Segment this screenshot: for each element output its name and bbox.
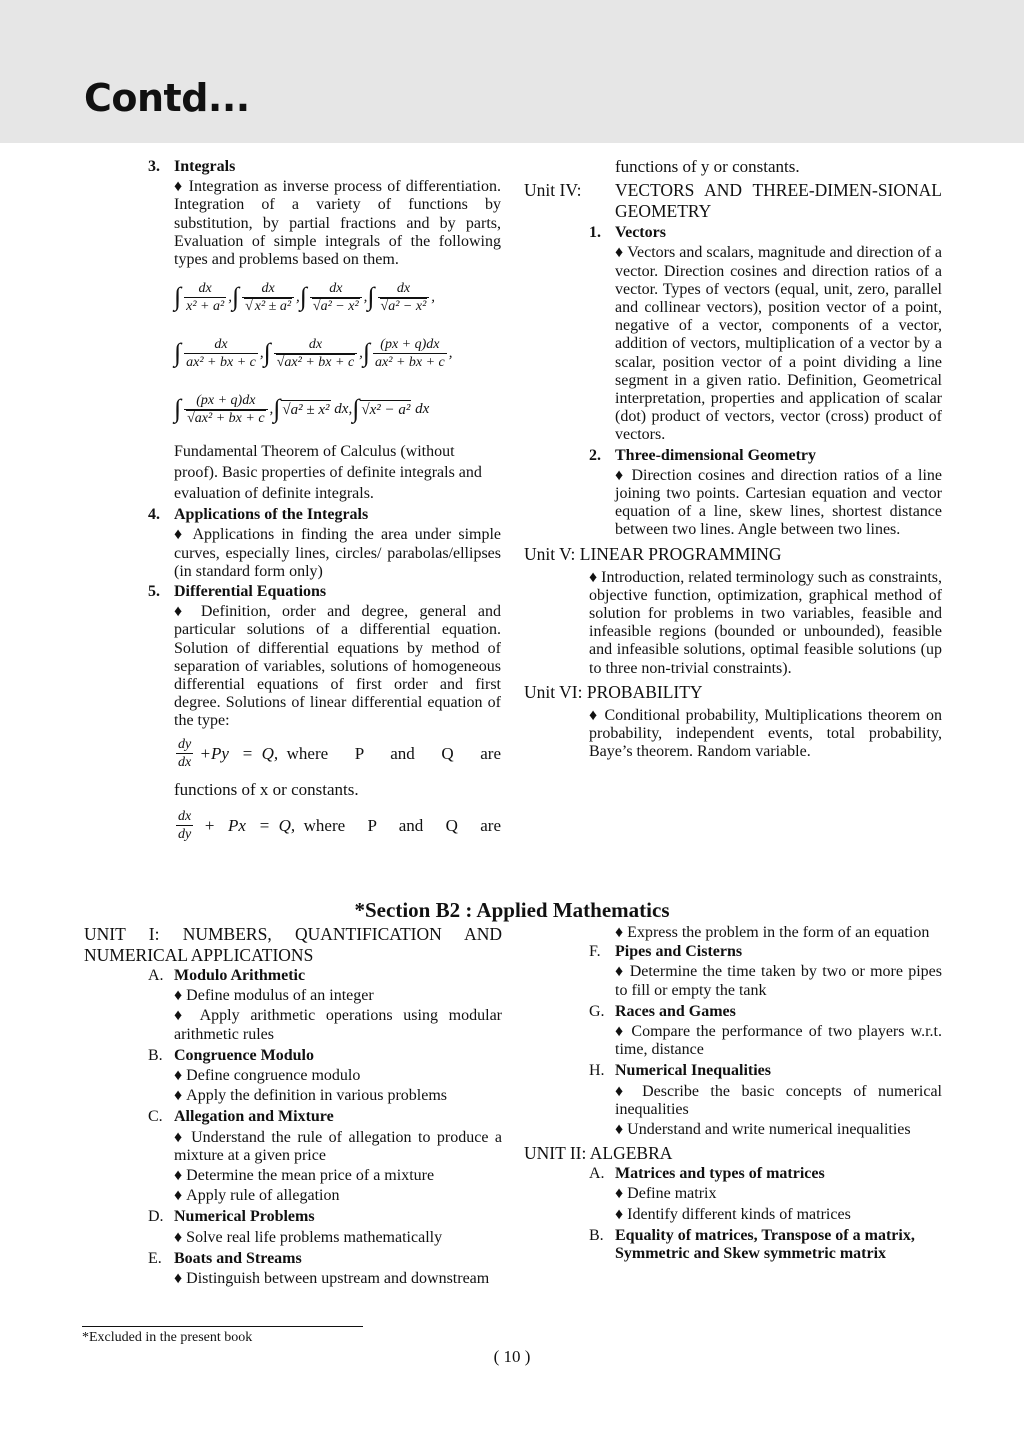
- section-heading: [148, 158, 501, 176]
- topic-letter: C.: [148, 1108, 163, 1126]
- unit-heading: [524, 180, 942, 222]
- equation-text: where P and Q are: [303, 815, 501, 835]
- topic-heading: [524, 1003, 942, 1021]
- topic-bullet: ♦ Apply arithmetic operations using modular arithmetic rules: [174, 1007, 502, 1043]
- topic-title: Modulo Arithmetic: [174, 967, 306, 984]
- topic-letter: A.: [589, 1165, 605, 1183]
- unit-label: Unit VI:: [524, 681, 583, 702]
- topic-bullet: ♦ Define modulus of an integer: [174, 987, 502, 1005]
- section-heading: [589, 224, 942, 242]
- b2-left-column: [84, 924, 502, 1290]
- section-text: ♦ Introduction, related terminology such as constraints, objective function, optimization, graphical method of solution for problems in two variables, feasible and infeasible regions (bounded or unbounded), feasible and infeasible solutions, optimal feasible solutions (up to three non-trivial constraints).: [589, 569, 942, 678]
- topic-letter: F.: [589, 943, 601, 961]
- section-title: Differential Equations: [174, 583, 327, 601]
- continued-text: functions of y or constants.: [615, 157, 800, 176]
- topic-bullet: ♦ Determine the time taken by two or more pipes to fill or empty the tank: [615, 963, 942, 999]
- topic-letter: G.: [589, 1002, 605, 1020]
- topic-title: Numerical Inequalities: [615, 1062, 771, 1080]
- topic-bullet: ♦ Describe the basic concepts of numerical inequalities: [615, 1083, 942, 1119]
- topic-list: [524, 1165, 942, 1265]
- unit-title: LINEAR PROGRAMMING: [579, 543, 782, 564]
- unit-title: PROBABILITY: [586, 681, 703, 702]
- topic-heading: [84, 967, 502, 985]
- topic-bullet: ♦ Apply the definition in various problems: [174, 1087, 502, 1105]
- topic-title: Congruence Modulo: [174, 1046, 314, 1064]
- topic-title: Allegation and Mixture: [174, 1108, 334, 1126]
- section-text: ♦ Definition, order and degree, general and particular solutions of a differential equation. Solution of differential equations by method of separation of variables, solutions of homogeneous differential equations of first order and first degree. Solutions of linear differential equation of the type:: [174, 603, 501, 730]
- section-b2-title: *Section B2 : Applied Mathematics: [354, 898, 670, 922]
- topic-heading: [84, 1250, 502, 1268]
- section-number: 4.: [148, 506, 160, 524]
- unit-label: Unit V:: [524, 543, 576, 564]
- topic-title: Numerical Problems: [174, 1208, 315, 1226]
- topic-letter: D.: [148, 1208, 164, 1226]
- topic-bullet: ♦ Compare the performance of two players w.r.t. time, distance: [615, 1023, 942, 1059]
- topic-letter: H.: [589, 1062, 605, 1080]
- page-header: [0, 0, 1024, 143]
- topic-heading: [524, 1062, 942, 1080]
- footnote-rule: [82, 1326, 363, 1327]
- equation-dx-dy: $\frac{dx}{dy}$ + Px = Q, where P and Q are: [178, 809, 501, 843]
- section-title: Three-dimensional Geometry: [615, 446, 817, 464]
- topic-bullet: ♦ Apply rule of allegation: [174, 1187, 502, 1205]
- equation-dy-dx: $\frac{dy}{dx}$ +Py = Q, where P and Q are: [178, 737, 501, 771]
- section-text: ♦ Direction cosines and direction ratios of a line joining two points. Cartesian equation and vector equation of a line, skew lines, shortest distance between two lines. Angle between two lines.: [615, 467, 942, 540]
- topic-heading: [84, 1208, 502, 1226]
- unit-heading: [524, 682, 942, 703]
- unit-heading: [524, 544, 942, 565]
- section-number: 5.: [148, 583, 160, 601]
- topic-title: Boats and Streams: [174, 1249, 302, 1267]
- topic-letter: B.: [148, 1046, 163, 1064]
- section-heading: [148, 583, 501, 601]
- topic-title: Equality of matrices, Transpose of a matrix, Symmetric and Skew symmetric matrix: [615, 1226, 915, 1263]
- section-title: Applications of the Integrals: [174, 506, 369, 524]
- section-text: ♦ Applications in finding the area under simple curves, especially lines, circles/ parabolas/ellipses (in standard form only): [174, 526, 501, 581]
- topic-bullet: ♦ Understand the rule of allegation to produce a mixture at a given price: [174, 1129, 502, 1165]
- topic-title: Matrices and types of matrices: [615, 1165, 825, 1183]
- section-text: ♦ Integration as inverse process of differentiation. Integration of a variety of functions by substitution, by partial fractions and by parts, Evaluation of simple integrals of the following types and problems based on them.: [174, 178, 501, 269]
- section-heading: [148, 506, 501, 524]
- equation-text: functions of x or constants.: [174, 779, 359, 799]
- section-text: ♦ Conditional probability, Multiplications theorem on probability, independent events, total probability, Baye’s theorem. Random variable.: [589, 707, 942, 762]
- unit-heading: UNIT II: ALGEBRA: [524, 1143, 673, 1164]
- footnote: *Excluded in the present book: [82, 1330, 253, 1345]
- unit-label: Unit IV:: [524, 180, 582, 201]
- topic-bullet: ♦ Identify different kinds of matrices: [615, 1206, 942, 1224]
- formula-row: ∫ $\frac{(px + q)dx}{\text{√ax² + bx + c}}$ , ∫ √a² ± x² dx, ∫ √x² − a² dx: [174, 392, 430, 426]
- topic-heading: [84, 1047, 502, 1065]
- topic-bullet: ♦ Express the problem in the form of an equation: [615, 924, 942, 942]
- topic-title: Races and Games: [615, 1002, 736, 1020]
- unit-heading: UNIT I: NUMBERS, QUANTIFICATION AND NUMERICAL APPLICATIONS: [84, 924, 502, 965]
- topic-bullet: ♦ Understand and write numerical inequalities: [615, 1121, 942, 1139]
- page-title: Contd...: [84, 76, 250, 120]
- topic-title: Pipes and Cisterns: [615, 943, 743, 961]
- left-column: [148, 158, 501, 849]
- topic-list: [84, 967, 502, 1290]
- formula-row: ∫ $\frac{dx}{\text{ax² + bx + c}}$ , ∫ $\frac{dx}{\text{√ax² + bx + c}}$ , ∫ $\frac{(px + q)dx}{\text{ax² + bx + c}}$ ,: [174, 336, 453, 370]
- topic-heading: [84, 1108, 502, 1126]
- topic-bullet: ♦ Define matrix: [615, 1185, 942, 1203]
- section-title: Vectors: [615, 224, 666, 242]
- topic-heading: [524, 1165, 942, 1183]
- topic-bullet: ♦ Distinguish between upstream and downstream: [174, 1270, 502, 1288]
- topic-bullet: ♦ Determine the mean price of a mixture: [174, 1167, 502, 1185]
- section-text: ♦ Vectors and scalars, magnitude and direction of a vector. Direction cosines and direction ratios of a vector. Types of vectors (equal, unit, zero, parallel and collinear vectors), position vector of a point, negative of a vector, components of a vector, addition of vectors, multiplication of a vector by a scalar, position vector of a point dividing a line segment in a given ratio. Definition, Geometrical interpretation, properties and application of scalar (dot) product of vectors, vector (cross) product of vectors.: [615, 244, 942, 444]
- topic-bullet: ♦ Define congruence modulo: [174, 1067, 502, 1085]
- topic-letter: E.: [148, 1249, 162, 1267]
- right-column: [524, 158, 942, 761]
- b2-right-column: [524, 924, 942, 1265]
- topic-letter: A.: [148, 967, 164, 984]
- section-heading: [589, 447, 942, 465]
- topic-heading: [524, 943, 942, 961]
- equation-text: where P and Q are: [286, 743, 501, 763]
- integral-formulas: [174, 269, 501, 437]
- topic-heading: [524, 1227, 942, 1263]
- section-title: Integrals: [174, 158, 236, 175]
- unit-title: VECTORS AND THREE-DIMEN-SIONAL GEOMETRY: [615, 180, 942, 222]
- section-text: Fundamental Theorem of Calculus (without proof). Basic properties of definite integrals and evaluation of definite integrals.: [174, 443, 482, 503]
- topic-letter: B.: [589, 1226, 604, 1244]
- section-number: 1.: [589, 224, 601, 242]
- topic-list: [524, 943, 942, 1141]
- section-number: 2.: [589, 446, 601, 464]
- topic-bullet: ♦ Solve real life problems mathematically: [174, 1229, 502, 1247]
- section-number: 3.: [148, 158, 160, 175]
- formula-row: ∫ $\frac{dx}{\text{x² + a²}}$ , ∫ $\frac{dx}{\text{√ x² ± a²}}$ , ∫ $\frac{dx}{\text{√a² − x²}}$ , ∫ $\frac{dx}{\text{√a² − x²}}$ ,: [174, 280, 436, 314]
- page-number: ( 10 ): [493, 1347, 531, 1366]
